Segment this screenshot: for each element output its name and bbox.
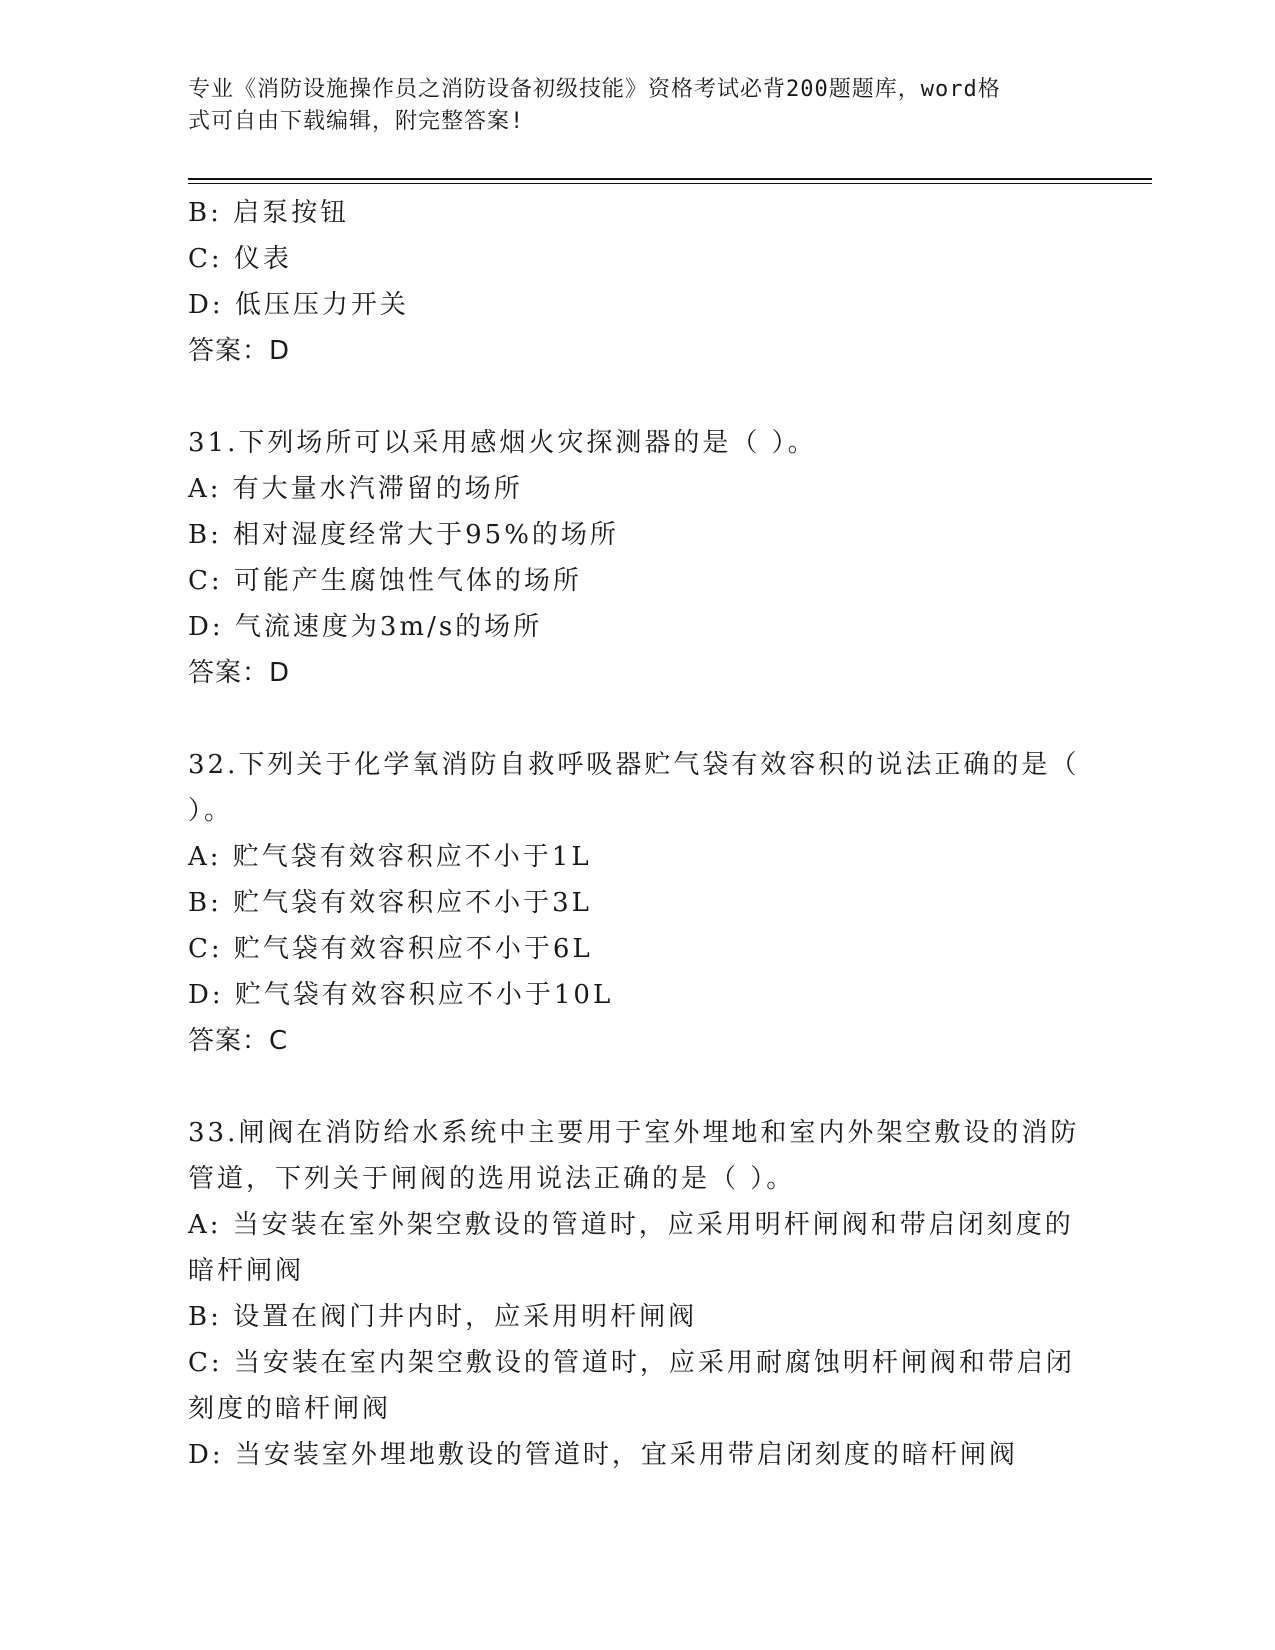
q33-option-a-line-2: 暗杆闸阀 [188,1256,305,1286]
prev-option-b: B: 启泵按钮 [188,198,350,228]
q31-option-a: A: 有大量水汽滞留的场所 [188,474,523,504]
header-rule-thick [188,178,1152,180]
q32-option-c: C: 贮气袋有效容积应不小于6L [188,934,593,964]
prev-answer: 答案：D [188,336,291,366]
q33-stem-line-2: 管道，下列关于闸阀的选用说法正确的是（ ）。 [188,1164,796,1194]
q32-option-d: D: 贮气袋有效容积应不小于10L [188,980,614,1010]
spacer [188,374,1088,420]
q33-stem-line-1: 33.闸阀在消防给水系统中主要用于室外埋地和室内外架空敷设的消防 [188,1118,1080,1148]
q32-stem-line-1: 32.下列关于化学氧消防自救呼吸器贮气袋有效容积的说法正确的是（ [188,750,1080,780]
q32-option-b: B: 贮气袋有效容积应不小于3L [188,888,592,918]
q33-option-a-line-1: A: 当安装在室外架空敷设的管道时，应采用明杆闸阀和带启闭刻度的 [188,1210,1074,1240]
q33-option-d: D: 当安装室外埋地敷设的管道时，宜采用带启闭刻度的暗杆闸阀 [188,1440,1018,1470]
header-rule-thin [188,183,1152,184]
document-header [188,74,1068,138]
spacer [188,696,1088,742]
header-line-2: 式可自由下载编辑，附完整答案! [188,109,525,134]
q33-option-c-line-2: 刻度的暗杆闸阀 [188,1394,392,1424]
question-31 [188,420,1088,696]
q32-option-a: A: 贮气袋有效容积应不小于1L [188,842,592,872]
q33-option-c-line-1: C: 当安装在室内架空敷设的管道时，应采用耐腐蚀明杆闸阀和带启闭 [188,1348,1075,1378]
prev-option-c: C: 仪表 [188,244,292,274]
question-content [188,190,1088,1478]
q31-answer: 答案：D [188,658,291,688]
q32-stem-line-2: ）。 [188,796,234,826]
q33-option-b: B: 设置在阀门井内时，应采用明杆闸阀 [188,1302,698,1332]
question-33 [188,1110,1088,1478]
q31-stem: 31.下列场所可以采用感烟火灾探测器的是（ ）。 [188,428,817,458]
prev-option-d: D: 低压压力开关 [188,290,409,320]
q31-option-d: D: 气流速度为3m/s的场所 [188,612,543,642]
q31-option-c: C: 可能产生腐蚀性气体的场所 [188,566,582,596]
header-line-1: 专业《消防设施操作员之消防设备初级技能》资格考试必背200题题库，word格 [188,77,1001,102]
question-32 [188,742,1088,1064]
q31-option-b: B: 相对湿度经常大于95%的场所 [188,520,619,550]
q32-answer: 答案：C [188,1026,289,1056]
spacer [188,1064,1088,1110]
